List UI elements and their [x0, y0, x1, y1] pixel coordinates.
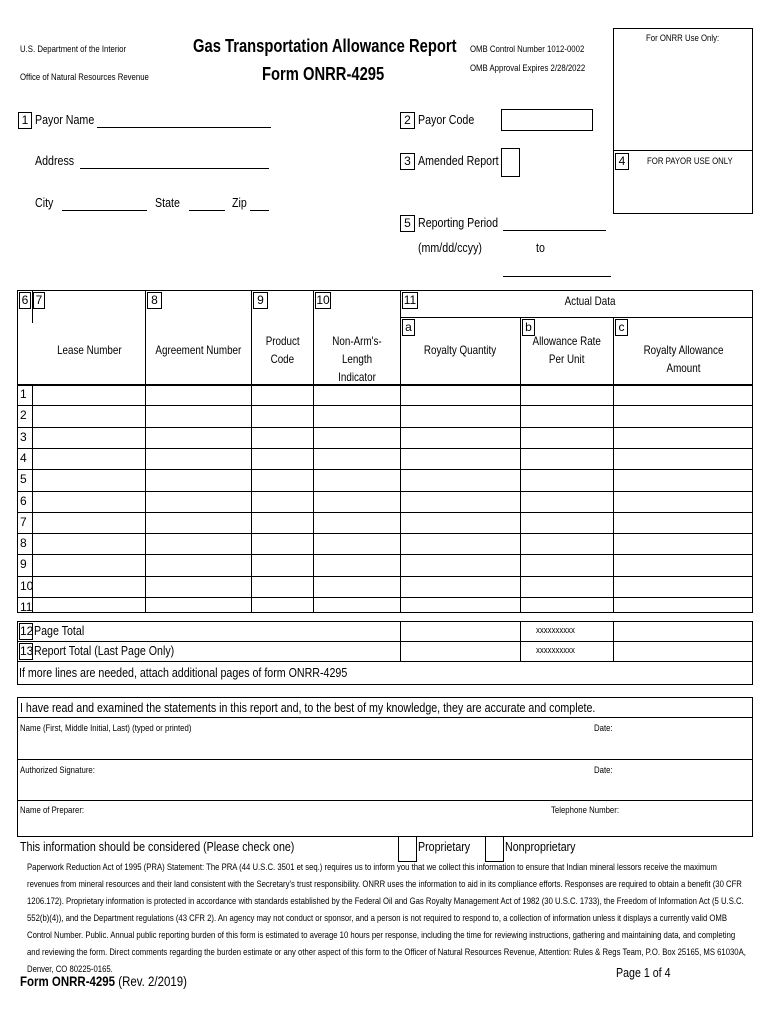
agreement-number-cell[interactable]	[146, 449, 251, 469]
royalty-quantity-cell[interactable]	[401, 598, 520, 618]
paperwork-line: revenues from mineral resources and their land consistent with the Secretary's trust responsibility. ONRR uses the information to aid in its compliance efforts. Responses are required to obtain a benefit (30 CFR	[27, 879, 742, 889]
payor-use-label: FOR PAYOR USE ONLY	[647, 156, 733, 167]
onrr-use-label: For ONRR Use Only:	[646, 33, 720, 44]
paperwork-line: Control Number. Public. Annual public reporting burden of this form is estimated to average 10 hours per response, including the time for reviewing instructions, gathering and maintaining data, and completing	[27, 930, 736, 940]
product-code-cell[interactable]	[252, 428, 313, 448]
paperwork-line: 552(b)(4)), and the Department regulations (43 CFR 2). An agency may not conduct or sponsor, and a person is not required to respond to, a collection of information unless it displays a currently valid OMB	[27, 913, 727, 923]
preparer-field[interactable]	[18, 817, 752, 836]
field-3-number: 3	[400, 153, 415, 170]
row-number: 1	[20, 387, 27, 401]
omb-expiration: OMB Approval Expires 2/28/2022	[470, 63, 586, 74]
cert-divider	[17, 717, 753, 718]
field-5-number: 5	[400, 215, 415, 232]
zip-label: Zip	[232, 195, 247, 210]
agreement-number-cell[interactable]	[146, 555, 251, 575]
royalty-allowance-amount-cell[interactable]	[614, 470, 752, 490]
lease-number-cell[interactable]	[33, 470, 145, 490]
allowance-rate-cell[interactable]	[521, 555, 613, 575]
name-label: Name (First, Middle Initial, Last) (typed or printed)	[20, 723, 192, 734]
page-number: Page 1 of 4	[616, 965, 671, 980]
row-number: 11	[20, 600, 33, 614]
royalty-allowance-amount-cell[interactable]	[614, 385, 752, 405]
royalty-allowance-amount-cell[interactable]	[614, 449, 752, 469]
date-label-signature: Date:	[594, 765, 613, 776]
nal-indicator-cell[interactable]	[314, 406, 400, 426]
col-a-letter: a	[402, 319, 415, 336]
row-number: 9	[20, 557, 27, 572]
royalty-allowance-amount-cell[interactable]	[614, 428, 752, 448]
allowance-rate-header: Allowance Rate Per Unit	[532, 334, 602, 366]
product-code-cell[interactable]	[252, 470, 313, 490]
preparer-label: Name of Preparer:	[20, 805, 85, 816]
totals-col-divider	[400, 621, 401, 661]
footer-revision: (Rev. 2/2019)	[118, 973, 187, 989]
lease-number-cell[interactable]	[33, 492, 145, 512]
date-label-name: Date:	[594, 723, 613, 734]
nonproprietary-label: Nonproprietary	[505, 839, 576, 854]
lease-number-cell[interactable]	[33, 555, 145, 575]
actual-data-divider	[400, 317, 753, 318]
row-number: 3	[20, 429, 27, 444]
nal-indicator-header: Non-Arm's-Length Indicator	[332, 334, 382, 384]
product-code-header: Product Code	[265, 334, 300, 366]
royalty-quantity-cell[interactable]	[401, 470, 520, 490]
royalty-allowance-amount-cell[interactable]	[614, 492, 752, 512]
state-label: State	[155, 195, 180, 210]
more-lines-note: If more lines are needed, attach additional pages of form ONRR-4295	[19, 665, 348, 680]
city-label: City	[35, 195, 54, 210]
lease-number-cell[interactable]	[33, 598, 145, 618]
signature-field[interactable]	[18, 777, 752, 799]
allowance-rate-cell[interactable]	[521, 385, 613, 405]
allowance-rate-cell[interactable]	[521, 470, 613, 490]
nal-indicator-cell[interactable]	[314, 577, 400, 597]
footer-form-label: Form ONRR-4295	[20, 973, 116, 989]
agreement-number-cell[interactable]	[146, 470, 251, 490]
telephone-label: Telephone Number:	[551, 805, 619, 816]
row-number: 7	[20, 514, 27, 529]
page-total-label: Page Total	[34, 623, 85, 638]
allowance-rate-cell[interactable]	[521, 428, 613, 448]
lease-number-cell[interactable]	[33, 513, 145, 533]
form-title: Gas Transportation Allowance Report	[193, 36, 457, 56]
royalty-quantity-cell[interactable]	[401, 428, 520, 448]
form-number: Form ONRR-4295	[262, 64, 385, 84]
row-number: 5	[20, 472, 27, 487]
paperwork-line: Denver, CO 80225-0165.	[27, 964, 113, 974]
royalty-allowance-amount-header: Royalty Allowance Amount	[643, 343, 724, 375]
royalty-allowance-amount-cell[interactable]	[614, 598, 752, 618]
lease-number-cell[interactable]	[33, 385, 145, 405]
nal-indicator-cell[interactable]	[314, 428, 400, 448]
totals-divider	[17, 661, 753, 662]
agreement-number-cell[interactable]	[146, 406, 251, 426]
col-7-number: 7	[33, 292, 45, 309]
page-total-allowance-rate-blocked: xxxxxxxxxx	[536, 625, 575, 636]
col-6-number: 6	[19, 292, 31, 309]
product-code-cell[interactable]	[252, 513, 313, 533]
field-4-number: 4	[615, 153, 629, 170]
agreement-number-cell[interactable]	[146, 492, 251, 512]
allowance-rate-cell[interactable]	[521, 534, 613, 554]
field-12-number: 12	[20, 624, 34, 638]
nal-indicator-cell[interactable]	[314, 513, 400, 533]
nal-indicator-cell[interactable]	[314, 534, 400, 554]
agreement-number-cell[interactable]	[146, 598, 251, 618]
product-code-cell[interactable]	[252, 385, 313, 405]
paperwork-line: Paperwork Reduction Act of 1995 (PRA) Statement: The PRA (44 U.S.C. 3501 et seq.) requires us to inform you that we collect this information to ensure that Indian mineral lessors receive the maximum	[27, 862, 717, 872]
allowance-rate-cell[interactable]	[521, 513, 613, 533]
nal-indicator-cell[interactable]	[314, 470, 400, 490]
col-10-number: 10	[316, 293, 330, 307]
nal-indicator-cell[interactable]	[314, 555, 400, 575]
agreement-number-cell[interactable]	[146, 428, 251, 448]
row-number: 8	[20, 536, 27, 551]
paperwork-reduction-statement	[27, 859, 757, 978]
address-label: Address	[35, 153, 75, 168]
address-field[interactable]	[80, 168, 269, 169]
report-total-label: Report Total (Last Page Only)	[34, 643, 175, 658]
nal-indicator-cell[interactable]	[314, 449, 400, 469]
col-8-number: 8	[147, 292, 162, 309]
col-b-letter: b	[522, 319, 535, 336]
royalty-quantity-cell[interactable]	[401, 534, 520, 554]
amended-report-label: Amended Report	[418, 153, 499, 168]
city-field[interactable]	[62, 210, 147, 211]
royalty-quantity-cell[interactable]	[401, 449, 520, 469]
product-code-cell[interactable]	[252, 598, 313, 618]
lease-number-cell[interactable]	[33, 534, 145, 554]
royalty-allowance-amount-cell[interactable]	[614, 534, 752, 554]
totals-col-divider	[613, 621, 614, 661]
royalty-allowance-amount-cell[interactable]	[614, 406, 752, 426]
reporting-period-label: Reporting Period	[418, 215, 499, 230]
lease-number-header: Lease Number	[56, 343, 122, 357]
royalty-quantity-cell[interactable]	[401, 406, 520, 426]
proprietary-label: Proprietary	[418, 839, 471, 854]
cert-divider	[17, 800, 753, 801]
product-code-cell[interactable]	[252, 534, 313, 554]
allowance-rate-cell[interactable]	[521, 492, 613, 512]
payor-code-label: Payor Code	[418, 112, 475, 127]
date-format-label: (mm/dd/ccyy)	[418, 240, 482, 255]
col-9-number: 9	[253, 292, 268, 309]
confidentiality-prompt: This information should be considered (Please check one)	[20, 839, 295, 854]
royalty-allowance-amount-cell[interactable]	[614, 555, 752, 575]
row-number: 6	[20, 493, 27, 508]
agreement-number-cell[interactable]	[146, 534, 251, 554]
allowance-rate-cell[interactable]	[521, 449, 613, 469]
product-code-cell[interactable]	[252, 406, 313, 426]
reporting-period-start-field[interactable]	[503, 230, 606, 231]
product-code-cell[interactable]	[252, 492, 313, 512]
allowance-rate-cell[interactable]	[521, 598, 613, 618]
agreement-number-cell[interactable]	[146, 577, 251, 597]
footer-form-id	[20, 973, 224, 989]
royalty-quantity-cell[interactable]	[401, 513, 520, 533]
zip-field[interactable]	[250, 210, 269, 211]
allowance-rate-cell[interactable]	[521, 406, 613, 426]
onrr-box-divider	[613, 150, 753, 151]
royalty-quantity-cell[interactable]	[401, 385, 520, 405]
row-number: 4	[20, 450, 27, 465]
onrr-use-box	[613, 28, 753, 214]
product-code-cell[interactable]	[252, 577, 313, 597]
paperwork-line: 1206.172). Proprietary information is protected in accordance with standards established by the Federal Oil and Gas Royalty Management Act of 1982 (30 U.S.C. 1733), the Freedom of Information Act (5 U.S.C.	[27, 896, 744, 906]
royalty-allowance-amount-cell[interactable]	[614, 513, 752, 533]
amended-report-checkbox[interactable]	[501, 148, 520, 177]
authorized-signature-label: Authorized Signature:	[20, 765, 95, 776]
name-field[interactable]	[18, 735, 752, 758]
certification-section	[17, 697, 753, 837]
row-number: 2	[20, 408, 27, 423]
totals-divider	[17, 641, 753, 642]
omb-control-number: OMB Control Number 1012-0002	[470, 44, 585, 55]
lease-number-cell[interactable]	[33, 428, 145, 448]
agency-name: U.S. Department of the Interior	[20, 44, 127, 55]
royalty-quantity-cell[interactable]	[401, 577, 520, 597]
col-c-letter: c	[615, 319, 628, 336]
payor-code-field[interactable]	[501, 109, 593, 131]
row-number: 10	[20, 578, 34, 593]
field-13-number: 13	[20, 644, 34, 658]
payor-name-field[interactable]	[97, 127, 271, 128]
field-2-number: 2	[400, 112, 415, 129]
actual-data-header: Actual Data	[564, 294, 616, 308]
office-name: Office of Natural Resources Revenue	[20, 72, 149, 83]
nal-indicator-cell[interactable]	[314, 492, 400, 512]
lease-number-cell[interactable]	[33, 577, 145, 597]
certification-statement: I have read and examined the statements in this report and, to the best of my knowledge, they are accurate and complete.	[20, 700, 596, 715]
lease-number-cell[interactable]	[33, 406, 145, 426]
royalty-quantity-cell[interactable]	[401, 555, 520, 575]
royalty-allowance-amount-cell[interactable]	[614, 577, 752, 597]
field-1-number: 1	[18, 112, 32, 129]
paperwork-line: and reviewing the form. Direct comments regarding the burden estimate or any other aspect of this form to the Officer of Natural Resources Revenue, Attention: Rules & Regs Team, P.O. Box 25165, MS 61030A,	[27, 947, 746, 957]
report-total-allowance-rate-blocked: xxxxxxxxxx	[536, 645, 575, 656]
to-label: to	[536, 240, 545, 255]
cert-divider	[17, 759, 753, 760]
agreement-number-cell[interactable]	[146, 385, 251, 405]
payor-name-label: Payor Name	[35, 112, 95, 127]
totals-col-divider	[520, 621, 521, 661]
col-11-number: 11	[403, 293, 417, 307]
product-code-cell[interactable]	[252, 555, 313, 575]
nal-indicator-cell[interactable]	[314, 385, 400, 405]
allowance-rate-cell[interactable]	[521, 577, 613, 597]
state-field[interactable]	[189, 210, 225, 211]
agreement-number-header: Agreement Number	[155, 343, 242, 357]
product-code-cell[interactable]	[252, 449, 313, 469]
reporting-period-end-field[interactable]	[503, 276, 611, 277]
lease-number-cell[interactable]	[33, 449, 145, 469]
nal-indicator-cell[interactable]	[314, 598, 400, 618]
royalty-quantity-header: Royalty Quantity	[424, 343, 497, 357]
royalty-quantity-cell[interactable]	[401, 492, 520, 512]
agreement-number-cell[interactable]	[146, 513, 251, 533]
